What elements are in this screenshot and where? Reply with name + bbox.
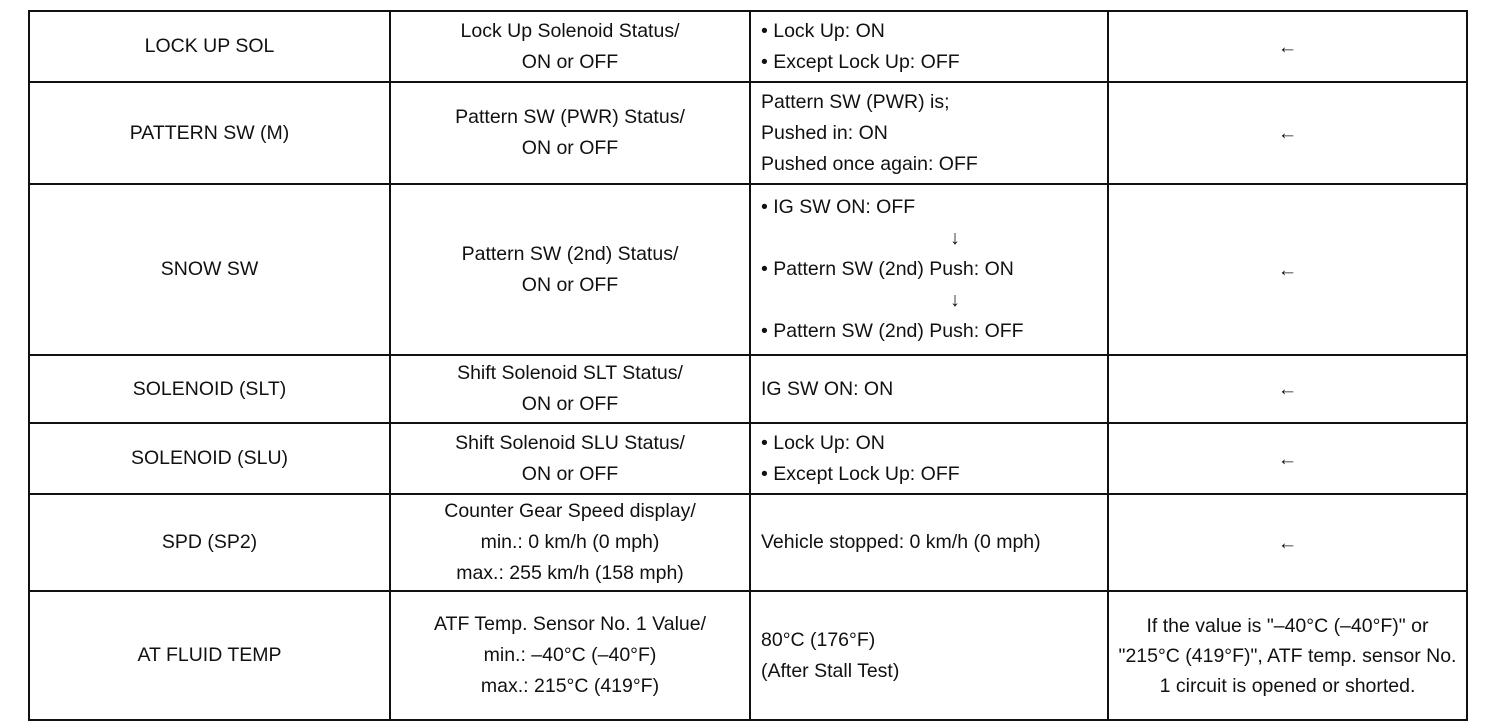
reference-cell xyxy=(750,423,1108,494)
reference-line: Pattern SW (PWR) is; xyxy=(761,90,950,113)
description-line: Shift Solenoid SLU Status/ xyxy=(455,431,685,454)
description-cell xyxy=(390,355,750,423)
reference-line: IG SW ON: ON xyxy=(761,377,894,400)
description-cell xyxy=(390,494,750,591)
description-line: max.: 255 km/h (158 mph) xyxy=(456,562,684,584)
table-row xyxy=(29,494,1467,591)
item-name-cell: SOLENOID (SLU) xyxy=(29,423,390,494)
remarks-cell: ← xyxy=(1108,11,1467,82)
table-row xyxy=(29,11,1467,82)
reference-cell xyxy=(750,11,1108,82)
table-row xyxy=(29,82,1467,184)
down-arrow-icon: ↓ xyxy=(950,227,960,249)
reference-line: • Pattern SW (2nd) Push: OFF xyxy=(761,320,1024,342)
description-cell xyxy=(390,591,750,720)
description-line: min.: –40°C (–40°F) xyxy=(483,644,657,666)
description-line: Shift Solenoid SLT Status/ xyxy=(457,362,683,384)
remarks-cell: ← xyxy=(1108,184,1467,355)
reference-line: • Except Lock Up: OFF xyxy=(761,50,960,73)
reference-line: Vehicle stopped: 0 km/h (0 mph) xyxy=(761,531,1041,553)
item-name-cell: SOLENOID (SLT) xyxy=(29,355,390,423)
reference-cell xyxy=(750,82,1108,184)
remarks-cell: ← xyxy=(1108,494,1467,591)
description-line: ON or OFF xyxy=(521,137,619,159)
table-row xyxy=(29,591,1467,720)
description-line: ON or OFF xyxy=(521,50,619,73)
remarks-cell: ← xyxy=(1108,355,1467,423)
description-cell xyxy=(390,82,750,184)
description-cell xyxy=(390,423,750,494)
reference-line: 80°C (176°F) xyxy=(761,628,876,651)
description-line: ON or OFF xyxy=(521,462,619,485)
remarks-cell: ← xyxy=(1108,82,1467,184)
reference-line: (After Stall Test) xyxy=(761,659,900,682)
description-line: Lock Up Solenoid Status/ xyxy=(460,19,680,42)
description-line: Pattern SW (2nd) Status/ xyxy=(461,242,679,265)
description-line: ON or OFF xyxy=(521,393,619,415)
reference-line: Pushed in: ON xyxy=(761,121,888,144)
description-cell xyxy=(390,11,750,82)
table-row xyxy=(29,355,1467,423)
item-name-cell: PATTERN SW (M) xyxy=(29,82,390,184)
reference-line: • Pattern SW (2nd) Push: ON xyxy=(761,258,1014,280)
item-name-cell: SPD (SP2) xyxy=(29,494,390,591)
reference-cell xyxy=(750,355,1108,423)
description-line: Pattern SW (PWR) Status/ xyxy=(455,106,685,128)
reference-line: • Except Lock Up: OFF xyxy=(761,462,960,485)
down-arrow-icon: ↓ xyxy=(950,289,960,311)
table-row xyxy=(29,184,1467,355)
description-line: max.: 215°C (419°F) xyxy=(480,675,660,697)
item-name-cell: SNOW SW xyxy=(29,184,390,355)
table-row xyxy=(29,423,1467,494)
remarks-cell: ← xyxy=(1108,423,1467,494)
description-cell xyxy=(390,184,750,355)
diagnostic-data-table xyxy=(28,10,1468,721)
reference-line: • Lock Up: ON xyxy=(761,19,885,42)
reference-line: • IG SW ON: OFF xyxy=(761,196,916,218)
remarks-cell: If the value is "–40°C (–40°F)" or "215°C (419°F)", ATF temp. sensor No. 1 circuit is opened or shorted. xyxy=(1108,591,1467,720)
reference-cell xyxy=(750,494,1108,591)
reference-cell xyxy=(750,184,1108,355)
item-name-cell: LOCK UP SOL xyxy=(29,11,390,82)
description-line: min.: 0 km/h (0 mph) xyxy=(480,531,660,553)
reference-cell xyxy=(750,591,1108,720)
description-line: ATF Temp. Sensor No. 1 Value/ xyxy=(433,613,707,635)
description-line: Counter Gear Speed display/ xyxy=(444,500,696,522)
reference-line: • Lock Up: ON xyxy=(761,431,885,454)
reference-line: Pushed once again: OFF xyxy=(761,152,978,175)
item-name-cell: AT FLUID TEMP xyxy=(29,591,390,720)
description-line: ON or OFF xyxy=(521,273,619,296)
